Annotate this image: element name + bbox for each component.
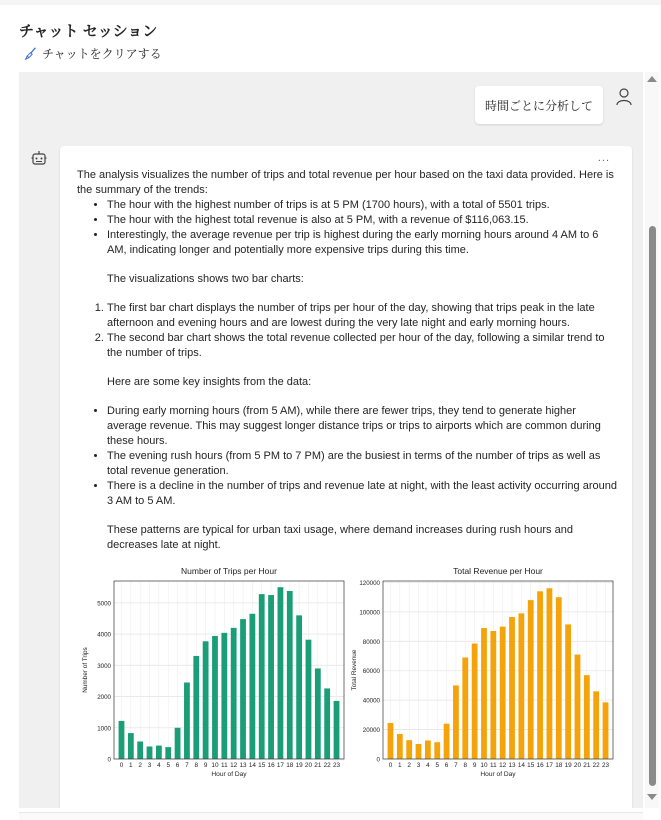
- bar: [212, 636, 218, 759]
- bar: [547, 588, 553, 759]
- insights-intro: Here are some key insights from the data:: [107, 376, 312, 388]
- chart-title: Number of Trips per Hour: [181, 566, 277, 576]
- bar: [184, 682, 190, 759]
- bar: [137, 742, 143, 759]
- x-tick-label: 23: [332, 762, 341, 769]
- bar: [315, 668, 321, 759]
- bar: [259, 594, 265, 759]
- bar: [165, 747, 171, 759]
- x-tick-label: 13: [239, 762, 247, 769]
- bar: [278, 587, 284, 759]
- x-tick-label: 19: [295, 762, 303, 769]
- bar: [249, 614, 255, 759]
- bar: [584, 675, 590, 759]
- bot-intro: The analysis visualizes the number of trips and total revenue per hour based on the taxi data provided. Here is the summary of the trends:: [77, 169, 614, 196]
- bar: [388, 723, 394, 759]
- x-tick-label: 21: [314, 762, 322, 769]
- user-message-text: 時間ごとに分析して: [484, 98, 593, 113]
- x-tick-label: 12: [230, 762, 238, 769]
- x-tick-label: 9: [472, 762, 477, 769]
- y-tick-label: 40000: [362, 697, 380, 705]
- bar: [518, 613, 524, 759]
- bar: [231, 628, 237, 759]
- bar: [509, 617, 515, 759]
- list-item: • The evening rush hours (from 5 PM to 7 PM) are the busiest in terms of the number of trips as well as total revenue generation.: [107, 449, 617, 479]
- bar: [334, 701, 340, 759]
- bar: [462, 657, 468, 759]
- list-item: • The hour with the highest number of trips is at 5 PM (1700 hours), with a total of 5501 trips.: [107, 198, 617, 213]
- x-tick-label: 15: [527, 762, 535, 769]
- bar: [537, 591, 543, 759]
- list-item: • There is a decline in the number of trips and revenue late at night, with the least activity occurring around 3 AM to 5 AM.: [107, 479, 617, 509]
- chat-scrollbar[interactable]: [645, 72, 659, 808]
- x-tick-label: 20: [304, 762, 313, 769]
- more-options-button[interactable]: ...: [597, 152, 610, 164]
- bar: [434, 742, 440, 759]
- x-tick-label: 19: [564, 762, 572, 769]
- viz-intro: The visualizations shows two bar charts:: [107, 273, 304, 285]
- list-item: • During early morning hours (from 5 AM), while there are fewer trips, they tend to generate higher average revenue. This may suggest longer distance trips or trips to airports which are common during these hours.: [107, 404, 617, 449]
- y-axis-label: Total Revenue: [351, 649, 358, 691]
- x-tick-label: 0: [119, 762, 124, 769]
- y-tick-label: 4000: [97, 631, 111, 639]
- bar: [416, 744, 422, 759]
- bar: [193, 656, 199, 759]
- bar: [425, 740, 431, 759]
- clear-chat-button[interactable]: [24, 45, 162, 62]
- x-tick-label: 18: [555, 762, 563, 769]
- x-tick-label: 16: [267, 762, 275, 769]
- bot-avatar-icon: [31, 150, 47, 168]
- x-tick-label: 20: [573, 762, 582, 769]
- bar: [444, 724, 450, 759]
- x-tick-label: 11: [490, 762, 497, 769]
- y-tick-label: 80000: [362, 638, 380, 646]
- bar: [528, 600, 534, 759]
- list-item: 1. The first bar chart displays the number of trips per hour of the day, showing that trips peak in the late afternoon and evening hours and are lowest during the very late night and early morning hours.: [107, 301, 617, 331]
- bar: [324, 688, 330, 759]
- x-tick-label: 0: [388, 762, 393, 769]
- x-tick-label: 15: [258, 762, 266, 769]
- user-avatar-icon: [616, 88, 632, 106]
- user-message-bubble: [475, 86, 603, 124]
- bot-message-content: [77, 168, 617, 553]
- x-tick-label: 17: [545, 762, 553, 769]
- bar: [481, 628, 487, 759]
- list-item: 2. The second bar chart shows the total revenue collected per hour of the day, following a similar trend to the number of trips.: [107, 331, 617, 361]
- x-tick-label: 12: [499, 762, 507, 769]
- list-item: • The hour with the highest total revenue is also at 5 PM, with a revenue of $116,063.15.: [107, 213, 617, 228]
- page-title: チャット セッション: [19, 23, 158, 40]
- bar: [221, 633, 227, 759]
- x-tick-label: 3: [416, 762, 421, 769]
- chart-title: Total Revenue per Hour: [453, 566, 543, 576]
- insights-list: [77, 404, 617, 509]
- x-tick-label: 14: [517, 762, 525, 769]
- clear-chat-label: チャットをクリアする: [42, 47, 162, 61]
- scroll-up-arrow-icon[interactable]: [647, 76, 657, 82]
- x-tick-label: 10: [211, 762, 219, 769]
- trend-list: [77, 198, 617, 258]
- bar: [306, 640, 312, 759]
- chat-transcript[interactable]: [19, 72, 643, 808]
- bar: [565, 624, 571, 759]
- x-tick-label: 2: [138, 762, 142, 769]
- x-tick-label: 16: [536, 762, 544, 769]
- bar: [500, 627, 506, 759]
- x-tick-label: 7: [185, 762, 189, 769]
- bar: [397, 734, 403, 759]
- x-tick-label: 1: [129, 762, 133, 769]
- y-tick-label: 100000: [359, 609, 380, 617]
- bar: [147, 747, 153, 759]
- x-tick-label: 23: [601, 762, 610, 769]
- x-axis-label: Hour of Day: [211, 771, 247, 778]
- x-tick-label: 8: [194, 762, 199, 769]
- bar: [296, 615, 302, 759]
- bar: [603, 702, 609, 759]
- x-tick-label: 13: [508, 762, 516, 769]
- bar: [287, 591, 293, 759]
- x-tick-label: 4: [157, 762, 161, 769]
- scroll-down-arrow-icon[interactable]: [647, 794, 657, 800]
- bar: [128, 733, 134, 759]
- x-tick-label: 3: [147, 762, 152, 769]
- chart-image: [60, 556, 632, 806]
- bar: [556, 597, 562, 759]
- broom-icon: [24, 47, 37, 60]
- y-tick-label: 60000: [362, 668, 380, 676]
- y-tick-label: 20000: [362, 727, 380, 735]
- x-tick-label: 6: [175, 762, 180, 769]
- x-tick-label: 22: [592, 762, 600, 769]
- bar: [175, 728, 181, 759]
- x-tick-label: 22: [323, 762, 331, 769]
- x-tick-label: 18: [286, 762, 294, 769]
- x-tick-label: 4: [426, 762, 430, 769]
- bar: [156, 746, 162, 759]
- y-tick-label: 0: [376, 756, 380, 764]
- x-tick-label: 10: [480, 762, 488, 769]
- chart-description-list: [77, 301, 617, 361]
- x-tick-label: 14: [248, 762, 256, 769]
- input-area-edge: [19, 812, 643, 820]
- y-tick-label: 0: [107, 756, 111, 764]
- y-tick-label: 5000: [97, 600, 111, 608]
- x-axis-label: Hour of Day: [480, 771, 516, 778]
- bar: [406, 740, 412, 759]
- x-tick-label: 6: [444, 762, 449, 769]
- x-tick-label: 9: [203, 762, 208, 769]
- bar: [490, 631, 496, 759]
- bar: [575, 655, 581, 759]
- scroll-thumb[interactable]: [649, 226, 656, 786]
- bar: [203, 641, 209, 759]
- y-tick-label: 120000: [359, 579, 380, 587]
- top-border: [0, 0, 661, 5]
- y-tick-label: 1000: [97, 725, 111, 733]
- bar: [472, 644, 478, 759]
- bar: [593, 691, 599, 759]
- x-tick-label: 5: [435, 762, 440, 769]
- y-tick-label: 2000: [97, 694, 111, 702]
- bot-message-card: [60, 146, 632, 808]
- x-tick-label: 5: [166, 762, 171, 769]
- charts-svg: [60, 556, 632, 806]
- x-tick-label: 8: [463, 762, 468, 769]
- bar: [119, 721, 125, 759]
- y-tick-label: 3000: [97, 662, 111, 670]
- x-tick-label: 7: [454, 762, 458, 769]
- conclusion: These patterns are typical for urban taxi usage, where demand increases during rush hours and decreases late at night.: [107, 524, 573, 551]
- x-tick-label: 21: [583, 762, 591, 769]
- x-tick-label: 11: [221, 762, 228, 769]
- bar: [240, 619, 246, 759]
- x-tick-label: 17: [276, 762, 284, 769]
- bar: [268, 595, 274, 759]
- bar: [453, 685, 459, 759]
- y-axis-label: Number of Trips: [82, 647, 89, 693]
- x-tick-label: 1: [398, 762, 402, 769]
- x-tick-label: 2: [407, 762, 411, 769]
- list-item: • Interestingly, the average revenue per trip is highest during the early morning hours around 4 AM to 6 AM, indicating longer and potentially more expensive trips during this time.: [107, 228, 617, 258]
